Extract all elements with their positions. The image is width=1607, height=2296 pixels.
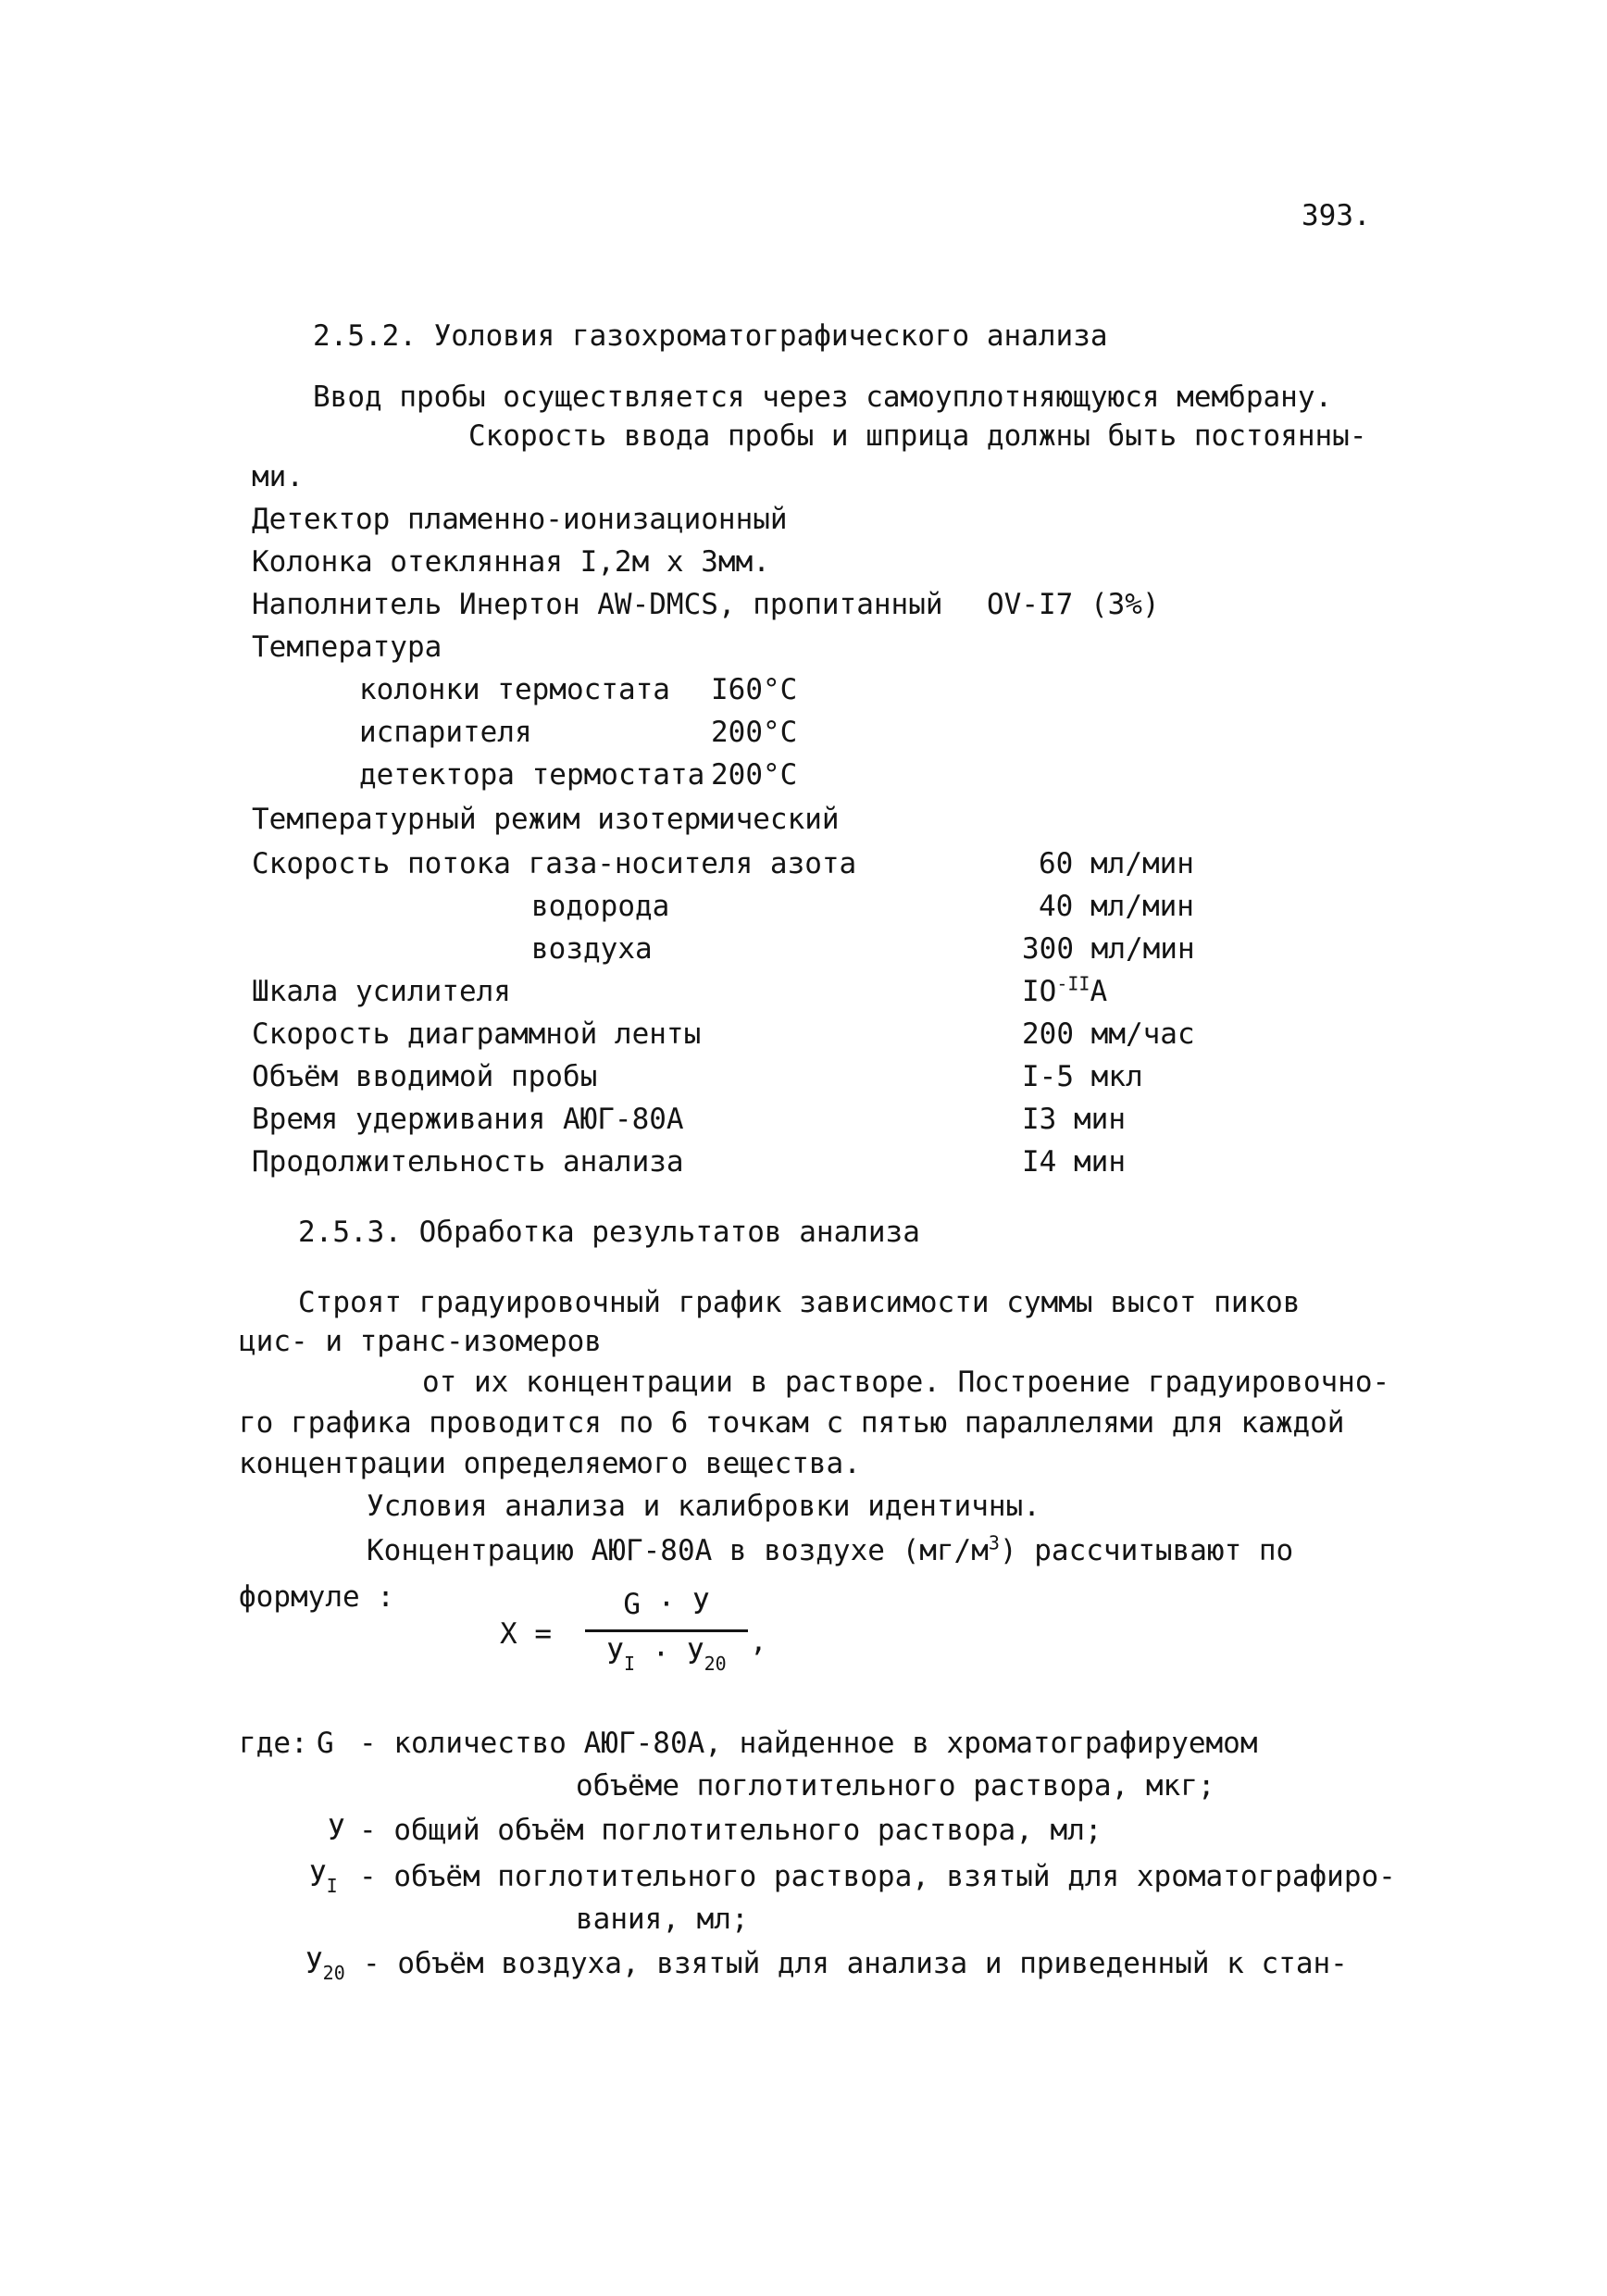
intro-line-3: ми. xyxy=(252,460,304,493)
body-line-1: Строят градуировочный график зависимости суммы высот пиков xyxy=(298,1286,1301,1319)
amplifier-unit: A xyxy=(1090,975,1108,1008)
def-y1-text: - объём поглотительного раствора, взятый для хроматографиро- xyxy=(359,1860,1396,1893)
body-line-5: концентрации определяемого вещества. xyxy=(239,1447,861,1480)
param-amplifier-value xyxy=(1022,972,1108,1008)
body-line-6: Условия анализа и калибровки идентичны. xyxy=(367,1490,1040,1523)
body-line-7-sup: 3 xyxy=(988,1531,1000,1554)
intro-line-1: Ввод пробы осуществляется через самоуплотняющуюся мембрану. xyxy=(313,381,1333,414)
def-g-text-2: объёме поглотительного раствора, мкг; xyxy=(576,1769,1215,1803)
param-filler-value: OV-I7 (3%) xyxy=(987,588,1160,621)
def-g-text: - количество АЮГ-80А, найденное в хроматографируемом xyxy=(359,1727,1258,1760)
param-temp-column-value: I60°C xyxy=(711,673,798,706)
page-number: 393. xyxy=(1302,199,1371,232)
body-line-2: цис- и транс-изомеров xyxy=(239,1325,602,1358)
defs-where: где: xyxy=(239,1727,308,1760)
denominator-y: У xyxy=(606,1638,624,1671)
def-y20-letter: У xyxy=(305,1947,323,1980)
param-volume-label: Объём вводимой пробы xyxy=(252,1060,598,1093)
body-line-8: формуле : xyxy=(239,1580,394,1614)
body-line-3: от их концентрации в растворе. Построение градуировочно- xyxy=(422,1366,1390,1399)
formula-denominator xyxy=(574,1638,759,1676)
param-retention-label: Время удерживания АЮГ-80А xyxy=(252,1103,684,1136)
param-duration-label: Продолжительность анализа xyxy=(252,1145,684,1179)
amplifier-exponent: -II xyxy=(1056,972,1090,995)
def-y1-symbol xyxy=(309,1860,338,1898)
def-y-symbol: У xyxy=(328,1814,345,1847)
formula-fraction-bar xyxy=(585,1629,748,1632)
body-line-7 xyxy=(367,1531,1294,1567)
denominator-y20-sub: 20 xyxy=(704,1653,727,1676)
param-flow-air-label: воздуха xyxy=(531,932,653,966)
denominator-mid: · У xyxy=(634,1638,704,1671)
param-flow-air: 300 мл/мин xyxy=(1022,932,1195,966)
def-y1-sub: I xyxy=(326,1875,338,1898)
def-y20-symbol xyxy=(305,1947,345,1985)
param-temp-mode: Температурный режим изотермический xyxy=(252,803,840,836)
param-flow-label: Скорость потока газа-носителя азота xyxy=(252,847,857,880)
body-line-7-post: ) рассчитывают по xyxy=(999,1534,1294,1567)
formula-numerator: G · У xyxy=(623,1588,710,1621)
param-column: Колонка отеклянная I,2м х 3мм. xyxy=(252,545,770,579)
param-flow-nitrogen: 60 мл/мин xyxy=(1039,847,1194,880)
param-detector: Детектор пламенно-ионизационный xyxy=(252,503,788,536)
param-temp-detector-label: детектора термостата xyxy=(359,758,705,792)
param-retention-value: I3 мин xyxy=(1022,1103,1126,1136)
def-y1-text-2: вания, мл; xyxy=(576,1903,749,1936)
param-temperature-heading: Температура xyxy=(252,630,442,664)
def-y20-text: - объём воздуха, взятый для анализа и приведенный к стан- xyxy=(363,1947,1348,1980)
param-flow-hydrogen: 40 мл/мин xyxy=(1039,890,1194,923)
def-g-symbol: G xyxy=(317,1727,334,1760)
param-chart-speed-label: Скорость диаграммной ленты xyxy=(252,1017,702,1051)
denominator-y-sub: I xyxy=(623,1653,635,1676)
param-chart-speed-value: 200 мм/час xyxy=(1022,1017,1195,1051)
def-y20-sub: 20 xyxy=(322,1962,345,1985)
formula-tail: , xyxy=(750,1625,767,1658)
param-amplifier-label: Шкала усилителя xyxy=(252,975,511,1008)
param-filler-label: Наполнитель Инертон AW-DMCS, пропитанный xyxy=(252,588,943,621)
param-temp-evaporator-value: 200°C xyxy=(711,716,798,749)
def-y1-letter: У xyxy=(309,1860,327,1893)
param-temp-evaporator-label: испарителя xyxy=(359,716,532,749)
param-temp-column-label: колонки термостата xyxy=(359,673,670,706)
amplifier-base: IO xyxy=(1022,975,1057,1008)
section-heading-2-5-3: 2.5.3. Обработка результатов анализа xyxy=(298,1216,920,1249)
intro-line-2: Скорость ввода пробы и шприца должны быть постоянны- xyxy=(468,419,1367,453)
param-volume-value: I-5 мкл xyxy=(1022,1060,1143,1093)
param-flow-hydrogen-label: водорода xyxy=(531,890,670,923)
body-line-7-pre: Концентрацию АЮГ-80А в воздухе (мг/м xyxy=(367,1534,989,1567)
param-duration-value: I4 мин xyxy=(1022,1145,1126,1179)
formula-lhs: X = xyxy=(500,1617,552,1651)
param-temp-detector-value: 200°C xyxy=(711,758,798,792)
def-y-text: - общий объём поглотительного раствора, мл; xyxy=(359,1814,1102,1847)
section-heading-2-5-2: 2.5.2. Уоловия газохроматографического анализа xyxy=(313,319,1108,353)
body-line-4: го графика проводится по 6 точкам с пятью параллелями для каждой xyxy=(239,1406,1345,1440)
